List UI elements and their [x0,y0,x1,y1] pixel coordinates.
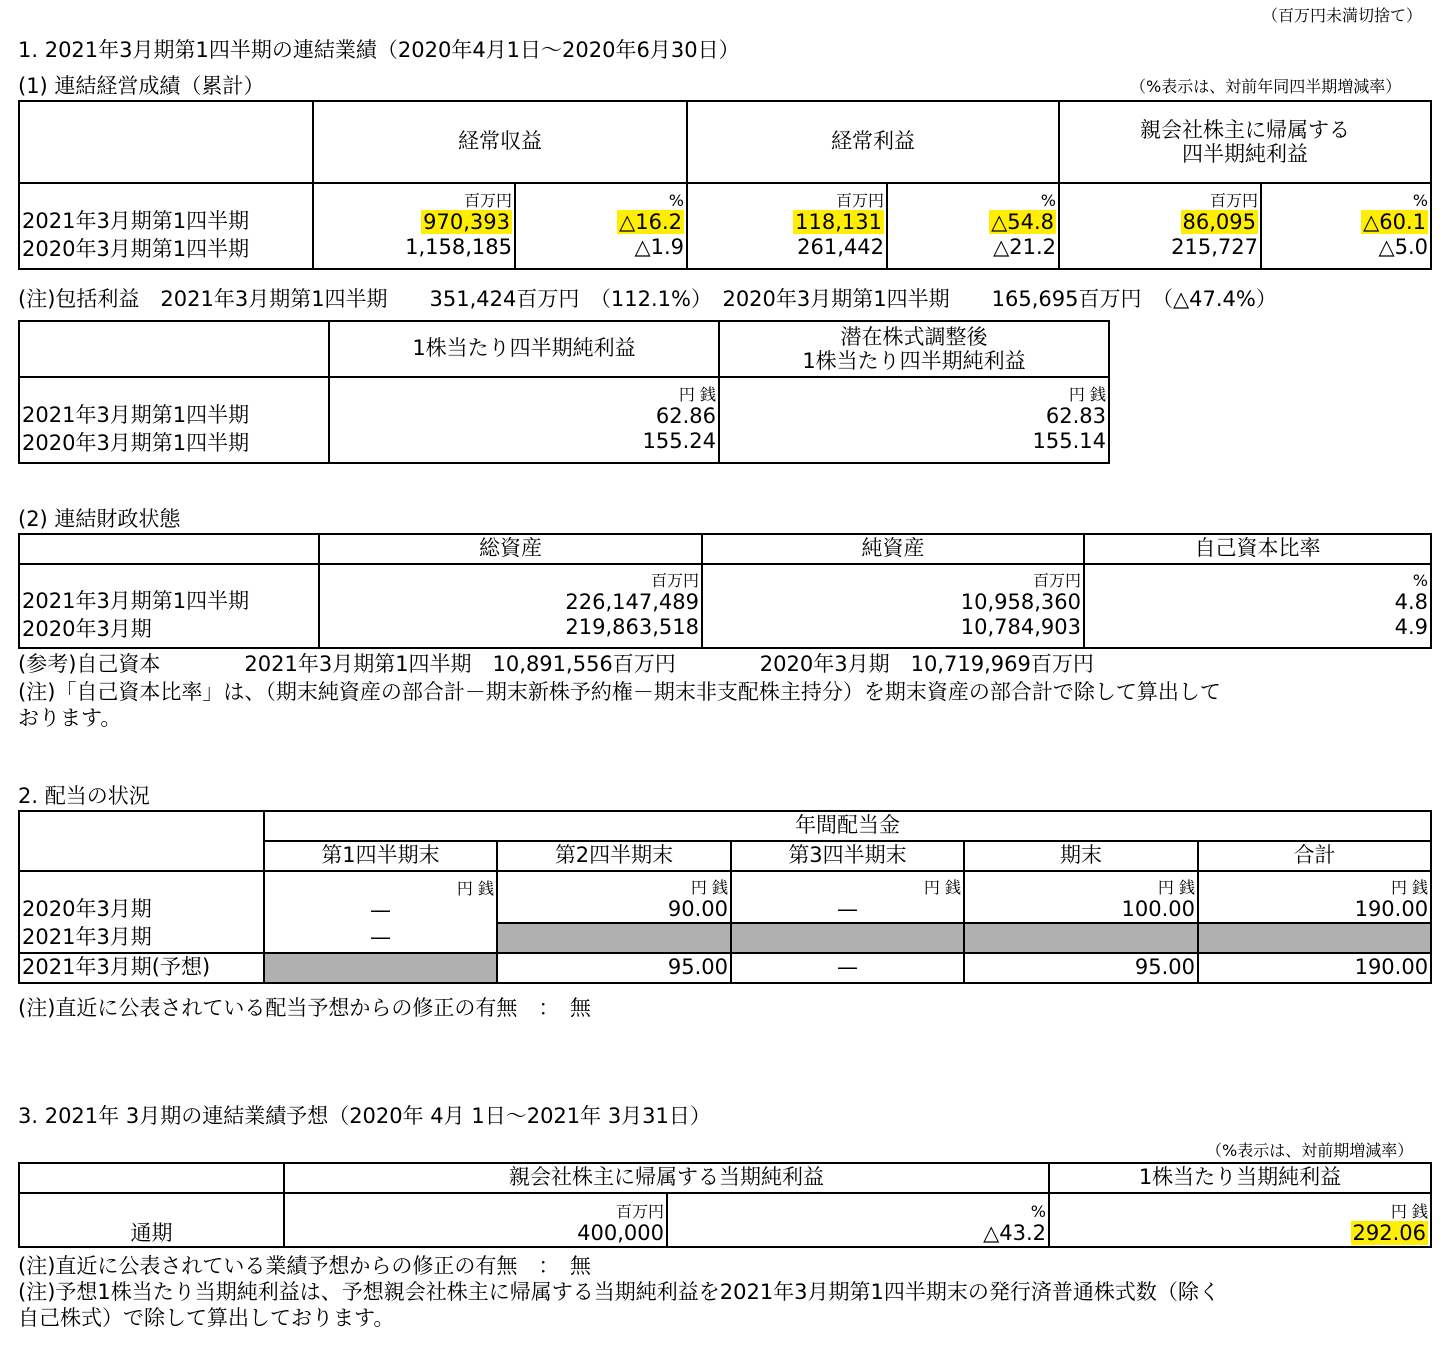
col-q1-end: 第1四半期末 [264,841,497,871]
col-eps: 1株当たり四半期純利益 [329,321,719,377]
gray-cell [731,923,964,953]
gray-cell [264,953,497,983]
comprehensive-income-note: (注)包括利益 2021年3月期第1四半期 351,424百万円 （112.1%） 2020年3月期第1四半期 165,695百万円 （△47.4%） [18,287,1277,311]
corner-cell [19,811,264,871]
equity-ratio-note-cont: おります。 [18,706,122,730]
dividends-title: 2. 配当の状況 [18,784,150,808]
row-labels: 2021年3月期第1四半期 2020年3月期 [19,564,319,648]
unit-note: （百万円未満切捨て） [1262,6,1423,25]
row-label: 2020年3月期第1四半期 [22,237,250,261]
ordinary-income-cell: 百万円 970,393 1,158,185 [313,183,515,269]
dividend-revision-note: (注)直近に公表されている配当予想からの修正の有無 ： 無 [18,996,591,1020]
equity-ratio-cell: % 4.8 4.9 [1084,564,1431,648]
row-labels: 2021年3月期第1四半期 2020年3月期第1四半期 [19,377,329,463]
ordinary-income-pct-cell: % △16.2 △1.9 [515,183,687,269]
row-label: 通期 [19,1193,284,1247]
col-q3-end: 第3四半期末 [731,841,964,871]
net-income-cell: 百万円 86,095 215,727 [1059,183,1261,269]
highlighted-value: 292.06 [1352,1220,1426,1245]
forecast-eps-note: (注)予想1株当たり当期純利益は、予想親会社株主に帰属する当期純利益を2021年3月期第1四半期末の発行済普通株式数（除く [18,1280,1220,1304]
col-ordinary-profit: 経常利益 [687,101,1059,183]
highlighted-value: △16.2 [619,209,682,234]
forecast-eps-note-cont: 自己株式）で除して算出しております。 [18,1306,395,1330]
diluted-eps-cell: 円 銭 62.83 155.14 [719,377,1109,463]
col-group-annual-dividend: 年間配当金 [264,811,1431,841]
col-total-assets: 総資産 [319,534,702,564]
row-label: 2020年3月期 [19,871,264,923]
row-label: 2021年3月期(予想) [19,953,264,983]
dividends-table: 年間配当金 第1四半期末 第2四半期末 第3四半期末 期末 合計 2020年3月期 円 銭 — 円 銭 90.00 円 銭 — 円 銭 100.00 円 銭 190.00 2021年3月期 — 2021年3月期(予想) 95.00 — 95.00 190.00 [18,810,1432,984]
equity-ratio-note: (注)「自己資本比率」は、（期末純資産の部合計－期末新株予約権－期末非支配株主持分）を期末資産の部合計で除して算出して [18,680,1221,704]
total-assets-cell: 百万円 226,147,489 219,863,518 [319,564,702,648]
col-ordinary-income: 経常収益 [313,101,687,183]
col-diluted-eps: 潜在株式調整後 1株当たり四半期純利益 [719,321,1109,377]
col-net-assets: 純資産 [702,534,1084,564]
forecast-note: （%表示は、対前期増減率） [1206,1141,1414,1160]
ordinary-profit-pct-cell: % △54.8 △21.2 [887,183,1059,269]
financial-position-title: (2) 連結財政状態 [18,507,181,531]
gray-cell [497,923,731,953]
forecast-revision-note: (注)直近に公表されている業績予想からの修正の有無 ： 無 [18,1254,591,1278]
highlighted-value: 86,095 [1182,209,1256,234]
equity-reference: (参考)自己資本 2021年3月期第1四半期 10,891,556百万円 2020年3月期 10,719,969百万円 [18,652,1094,676]
corner-cell [19,534,319,564]
col-q2-end: 第2四半期末 [497,841,731,871]
forecast-table: 親会社株主に帰属する当期純利益 1株当たり当期純利益 通期 百万円 400,000 % △43.2 円 銭 292.06 [18,1162,1432,1248]
operating-results-table [18,100,1432,270]
row-labels [19,183,313,269]
gray-cell [1198,923,1431,953]
highlighted-value: △54.8 [991,209,1054,234]
row-label: 2021年3月期第1四半期 [22,208,250,233]
eps-table [18,320,1110,464]
net-assets-cell: 百万円 10,958,360 10,784,903 [702,564,1084,648]
forecast-title: 3. 2021年 3月期の連結業績予想（2020年 4月 1日～2021年 3月31日） [18,1104,711,1128]
corner-cell [19,101,313,183]
corner-cell [19,321,329,377]
highlighted-value: 118,131 [795,209,882,234]
highlighted-value: 970,393 [423,209,510,234]
section1-title: 1. 2021年3月期第1四半期の連結業績（2020年4月1日～2020年6月30日） [18,38,740,62]
ordinary-profit-cell: 百万円 118,131 261,442 [687,183,887,269]
financial-position-table [18,533,1432,649]
row-label: 2021年3月期 [19,923,264,953]
col-forecast-eps: 1株当たり当期純利益 [1049,1163,1431,1193]
eps-cell: 円 銭 62.86 155.24 [329,377,719,463]
col-equity-ratio: 自己資本比率 [1084,534,1431,564]
gray-cell [964,923,1198,953]
highlighted-value: △60.1 [1363,209,1426,234]
col-net-income: 親会社株主に帰属する 四半期純利益 [1059,101,1431,183]
col-year-end: 期末 [964,841,1198,871]
col-total: 合計 [1198,841,1431,871]
operating-results-title: (1) 連結経営成績（累計） [18,74,265,98]
corner-cell [19,1163,284,1193]
net-income-pct-cell: % △60.1 △5.0 [1261,183,1431,269]
col-forecast-net-income: 親会社株主に帰属する当期純利益 [284,1163,1049,1193]
operating-results-note: （%表示は、対前年同四半期増減率） [1130,77,1402,96]
